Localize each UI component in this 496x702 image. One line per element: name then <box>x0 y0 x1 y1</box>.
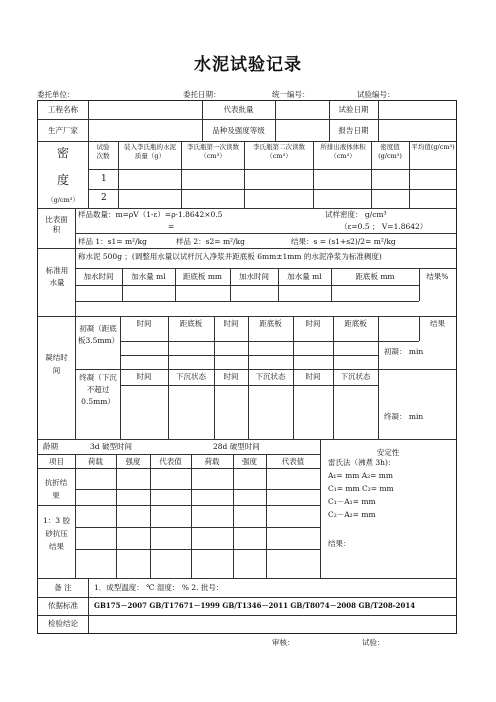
document-title: 水泥试验记录 <box>194 55 302 75</box>
initial-header: 结果 <box>430 319 445 328</box>
density-header: 所排出液体体积（cm³） <box>320 143 366 160</box>
water-header: 加水量 ml <box>287 272 322 281</box>
le-line-2: C₁= mm C₂= mm <box>328 484 394 493</box>
sample-2: 样品 2：s2= m²/kg <box>176 237 245 246</box>
compressive-label: 1：3 胶砂抗压结果 <box>43 516 70 551</box>
report-date-label: 报告日期 <box>338 126 369 135</box>
final-header: 下沉状态 <box>255 372 286 381</box>
final-header: 下沉状态 <box>340 372 371 381</box>
density-header: 李氏瓶第一次读数（cm³） <box>187 143 239 160</box>
density-header: 平均值(g/cm³) <box>411 143 455 151</box>
final-header: 时间 <box>136 372 152 381</box>
water-header: 加水时间 <box>83 272 114 281</box>
density-header: 密度值(g/cm³) <box>378 143 402 160</box>
density-header: 李氏瓶第二次读数（cm³） <box>253 143 305 160</box>
surface-area-formula: 样品数量：m=ρV（1-ε）=ρ·1.8642×0.5 <box>78 210 223 219</box>
representative-batch-label: 代表批量 <box>223 105 254 114</box>
initial-header: 距底板 <box>259 319 282 328</box>
entrust-date-label: 委托日期： <box>183 90 221 99</box>
project-name-label: 工程名称 <box>48 105 78 114</box>
initial-setting-label: 初凝（距底板3.5mm） <box>78 324 120 345</box>
final-header: 时间 <box>305 372 321 381</box>
water-header: 结果% <box>426 272 449 281</box>
stability-label: 安定性 <box>376 448 400 457</box>
water-header: 加水量 ml <box>131 272 166 281</box>
surface-area-equals: = <box>168 222 175 231</box>
remarks-label: 备 注 <box>54 583 72 592</box>
standard-water-note: 称水泥 500g ；(调整用水量以试杆沉入净浆并距底板 6mm±1mm 的水泥净浆为标准稠度) <box>78 252 382 261</box>
density-row-2: 2 <box>101 193 107 203</box>
le-line-4: C₂－A₂= mm <box>328 510 376 519</box>
water-header: 距底板 mm <box>182 272 223 281</box>
surface-area-constants: （ε=0.5 ； V=1.8642） <box>340 222 428 231</box>
standard-water-label: 标准用水量 <box>45 266 69 287</box>
strength-col: 代表值 <box>159 457 182 466</box>
strength-col: 代表值 <box>281 457 305 466</box>
remarks-text: 1．成型温度： ℃ 湿度： % 2. 批号： <box>94 583 224 592</box>
test-no-label: 试验编号： <box>357 90 395 99</box>
variety-grade-label: 品种及强度等级 <box>212 126 265 135</box>
surface-area-label: 比表面积 <box>45 215 68 234</box>
standard-text: GB175－2007 GB/T17671－1999 GB/T1346－2011 GB/T8074－2008 GB/T208-2014 <box>94 601 416 610</box>
le-line-3: C₁－A₁= mm <box>328 497 376 506</box>
age-3d-label: 3d 破型时间 <box>90 442 132 451</box>
water-header: 距底板 mm <box>355 272 395 281</box>
manufacturer-label: 生产厂家 <box>48 126 78 135</box>
le-line-1: A₁= mm A₂= mm <box>328 471 394 480</box>
density-label-1: 密 <box>56 146 69 160</box>
density-label-2: 度 <box>56 173 69 187</box>
standard-label: 依据标准 <box>48 601 78 610</box>
initial-header: 距底板 <box>344 319 367 328</box>
density-row-1: 1 <box>101 174 107 184</box>
final-setting-result: 终凝： min <box>384 412 424 421</box>
final-setting-label: 终凝（下沉不超过0.5mm） <box>79 373 117 406</box>
flexural-label: 抗折结果 <box>44 478 68 500</box>
strength-col: 强度 <box>125 457 141 466</box>
initial-header: 时间 <box>136 319 152 328</box>
final-header: 时间 <box>223 372 239 381</box>
initial-setting-result: 初凝： min <box>384 347 424 356</box>
density-header: 试验次数 <box>96 143 110 160</box>
record-table <box>37 100 457 634</box>
tester-label: 试验： <box>362 638 385 647</box>
stability-result: 结果： <box>328 539 351 548</box>
initial-header: 时间 <box>305 319 321 328</box>
initial-header: 时间 <box>223 319 239 328</box>
water-header: 加水时间 <box>239 272 269 281</box>
strength-col: 荷载 <box>88 457 103 466</box>
sample-1: 样品 1：s1= m²/kg <box>78 237 147 246</box>
surface-area-result: 结果：s = (s1+s2)/2= m²/kg <box>291 237 396 246</box>
sample-density: 试样密度： g/cm³ <box>325 210 387 219</box>
item-label: 项目 <box>49 457 64 466</box>
final-header: 下沉状态 <box>176 372 206 381</box>
conclusion-label: 检验结论 <box>48 619 78 628</box>
reviewer-label: 审核： <box>272 638 295 647</box>
density-unit: （g/cm³） <box>47 196 79 204</box>
unified-no-label: 统一编号： <box>272 90 310 99</box>
le-method-label: 雷氏法（沸煮 3h)： <box>328 458 396 467</box>
client-label: 委托单位： <box>37 90 75 99</box>
initial-header: 距底板 <box>179 319 203 328</box>
density-header: 装入李氏瓶的水泥质量（g） <box>124 143 176 160</box>
strength-col: 强度 <box>242 457 257 466</box>
age-label: 龄期 <box>43 442 58 451</box>
setting-time-label: 凝结时间 <box>45 353 68 375</box>
strength-col: 荷载 <box>204 457 220 466</box>
age-28d-label: 28d 破型时间 <box>213 442 260 451</box>
test-date-label: 试验日期 <box>338 105 369 114</box>
